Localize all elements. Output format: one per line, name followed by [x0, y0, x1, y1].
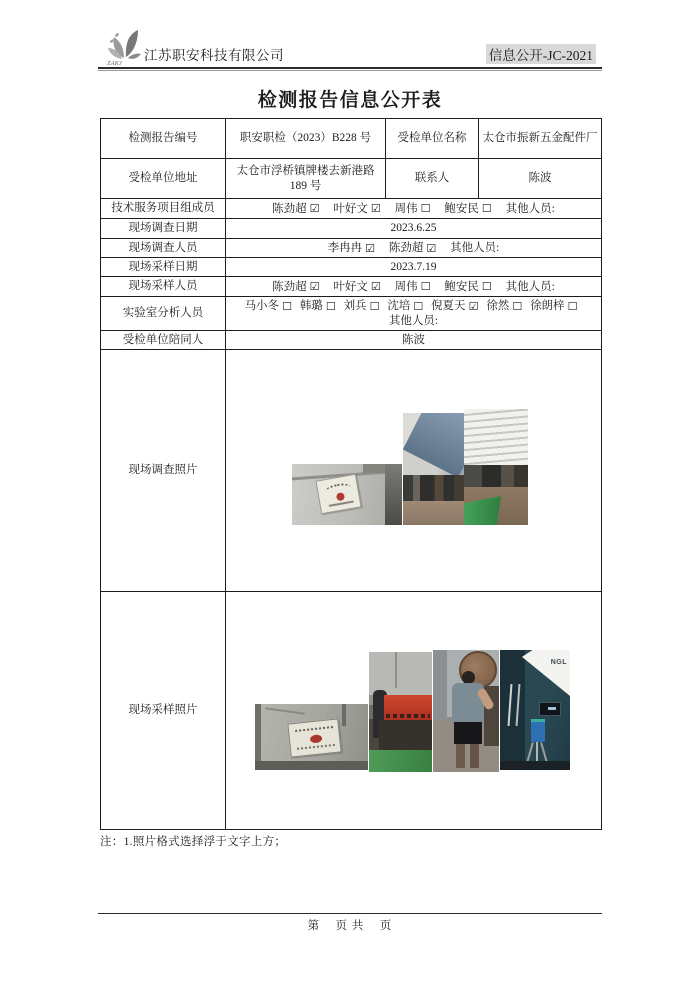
- tech-team-value: [226, 199, 602, 219]
- red-seal-icon: [310, 734, 323, 743]
- person-entry: 徐然 ☐: [486, 299, 523, 313]
- survey-photos-cell: [226, 350, 602, 592]
- survey-staff-label: 现场调查人员: [101, 239, 226, 258]
- page-number-text: 第 页 共 页: [307, 920, 393, 932]
- factory-nameplate: [287, 718, 341, 757]
- unit-address-value: 太仓市浮桥镇牌楼去新港路189 号: [226, 159, 386, 199]
- report-no-value: 职安职检（2023）B228 号: [226, 119, 386, 159]
- unit-name-value: 太仓市振新五金配件厂: [479, 119, 602, 159]
- survey-photos-label: 现场调查照片: [101, 350, 226, 592]
- doc-code-badge: 信息公开-JC-2021: [486, 44, 596, 64]
- checkbox-empty-icon: ☐: [567, 299, 578, 313]
- red-seal-icon: [336, 492, 345, 501]
- person-entry: 鲍安民 ☐: [444, 202, 492, 215]
- table-row: [101, 297, 602, 331]
- sampling-photo-red-shearing-machine: [369, 652, 432, 772]
- green-tarp: [369, 750, 432, 772]
- svg-text:ZAKJ: ZAKJ: [107, 60, 122, 67]
- checkbox-empty-icon: ☐: [420, 202, 431, 215]
- person-entry: 韩璐 ☐: [299, 299, 336, 313]
- checkbox-empty-icon: ☐: [420, 280, 431, 293]
- sampling-photos-cell: [226, 592, 602, 830]
- checkbox-checked-icon: ☑: [365, 241, 376, 255]
- checkbox-empty-icon: ☐: [282, 299, 292, 313]
- survey-date-value: 2023.6.25: [226, 219, 602, 239]
- checkbox-empty-icon: ☐: [512, 299, 523, 313]
- checkbox-empty-icon: ☐: [325, 299, 336, 313]
- table-row: [101, 258, 602, 277]
- lab-staff-label: 实验室分析人员: [101, 297, 226, 331]
- header-divider: [98, 67, 602, 71]
- checkbox-checked-icon: ☑: [426, 241, 437, 255]
- footnote: 注：1.照片格式选择浮于文字上方；: [100, 836, 287, 848]
- contact-label: 联系人: [386, 159, 479, 199]
- table-row: [101, 159, 602, 199]
- company-logo: [102, 27, 144, 67]
- table-row: [101, 219, 602, 239]
- person-entry: 陈劲超 ☑: [272, 202, 320, 215]
- survey-photo-workshop-interior-2: [464, 409, 528, 525]
- contact-value: 陈波: [479, 159, 602, 199]
- lab-staff-line-2: 其他人员:: [388, 315, 439, 327]
- sampling-staff-label: 现场采样人员: [101, 277, 226, 297]
- table-row: [101, 350, 602, 592]
- air-sampler-device: [531, 722, 545, 742]
- escort-label: 受检单位陪同人: [101, 331, 226, 350]
- checkbox-empty-icon: ☐: [413, 299, 424, 313]
- sampling-photo-factory-signboard: [255, 704, 368, 770]
- report-no-label: 检测报告编号: [101, 119, 226, 159]
- checkbox-empty-icon: ☐: [481, 202, 492, 215]
- person-entry: 周伟 ☐: [394, 280, 431, 293]
- checkbox-checked-icon: ☑: [468, 299, 479, 313]
- person-entry: 叶好文 ☑: [333, 202, 381, 215]
- table-row: [101, 119, 602, 159]
- table-row: [101, 239, 602, 258]
- survey-photo-workshop-interior-1: [403, 413, 464, 525]
- person-entry: 倪夏天 ☑: [431, 299, 479, 313]
- disclosure-form-table: [100, 118, 602, 830]
- lab-staff-line-1: [229, 298, 598, 314]
- unit-name-label: 受检单位名称: [386, 119, 479, 159]
- person-entry: 陈劲超 ☑: [272, 280, 320, 293]
- survey-staff-value: [226, 239, 602, 258]
- person-entry: 徐朗梓 ☐: [530, 299, 578, 313]
- factory-nameplate: [315, 474, 361, 515]
- checkbox-empty-icon: ☐: [369, 299, 380, 313]
- person-entry: 鲍安民 ☐: [444, 280, 492, 293]
- footer-divider: [98, 913, 602, 914]
- table-row: [101, 277, 602, 297]
- sampling-photos-label: 现场采样照片: [101, 592, 226, 830]
- machine-brand-text: NGL: [550, 659, 567, 666]
- survey-date-label: 现场调查日期: [101, 219, 226, 239]
- checkbox-checked-icon: ☑: [370, 202, 381, 215]
- other-staff-label: 其他人员:: [505, 280, 555, 293]
- table-row: [101, 592, 602, 830]
- survey-photo-factory-signboard: [292, 464, 402, 525]
- sampling-photo-cnc-machine-with-sampler: [500, 650, 570, 770]
- page-title: 检测报告信息公开表: [257, 90, 443, 111]
- checkbox-checked-icon: ☑: [370, 280, 381, 293]
- tech-team-label: 技术服务项目组成员: [101, 199, 226, 219]
- person-entry: 陈劲超 ☑: [388, 241, 437, 255]
- other-staff-label: 其他人员:: [450, 242, 500, 254]
- other-staff-label: 其他人员:: [505, 202, 555, 215]
- sampling-staff-value: [226, 277, 602, 297]
- sampling-photo-worker-at-press: [433, 650, 499, 772]
- leaf-swirl-icon: [102, 27, 144, 67]
- person-entry: 叶好文 ☑: [333, 280, 381, 293]
- checkbox-checked-icon: ☑: [309, 202, 320, 215]
- sampling-date-label: 现场采样日期: [101, 258, 226, 277]
- sampling-date-value: 2023.7.19: [226, 258, 602, 277]
- person-entry: 沈培 ☐: [387, 299, 424, 313]
- unit-address-label: 受检单位地址: [101, 159, 226, 199]
- person-entry: 马小冬 ☐: [244, 299, 292, 313]
- lab-staff-value: [226, 297, 602, 331]
- person-entry: 刘兵 ☐: [343, 299, 380, 313]
- table-row: [101, 199, 602, 219]
- person-entry: 周伟 ☐: [394, 202, 431, 215]
- person-entry: 李冉冉 ☑: [327, 241, 376, 255]
- company-name: 江苏职安科技有限公司: [144, 48, 284, 63]
- table-row: [101, 331, 602, 350]
- escort-value: 陈波: [226, 331, 602, 350]
- checkbox-empty-icon: ☐: [481, 280, 492, 293]
- checkbox-checked-icon: ☑: [309, 280, 320, 293]
